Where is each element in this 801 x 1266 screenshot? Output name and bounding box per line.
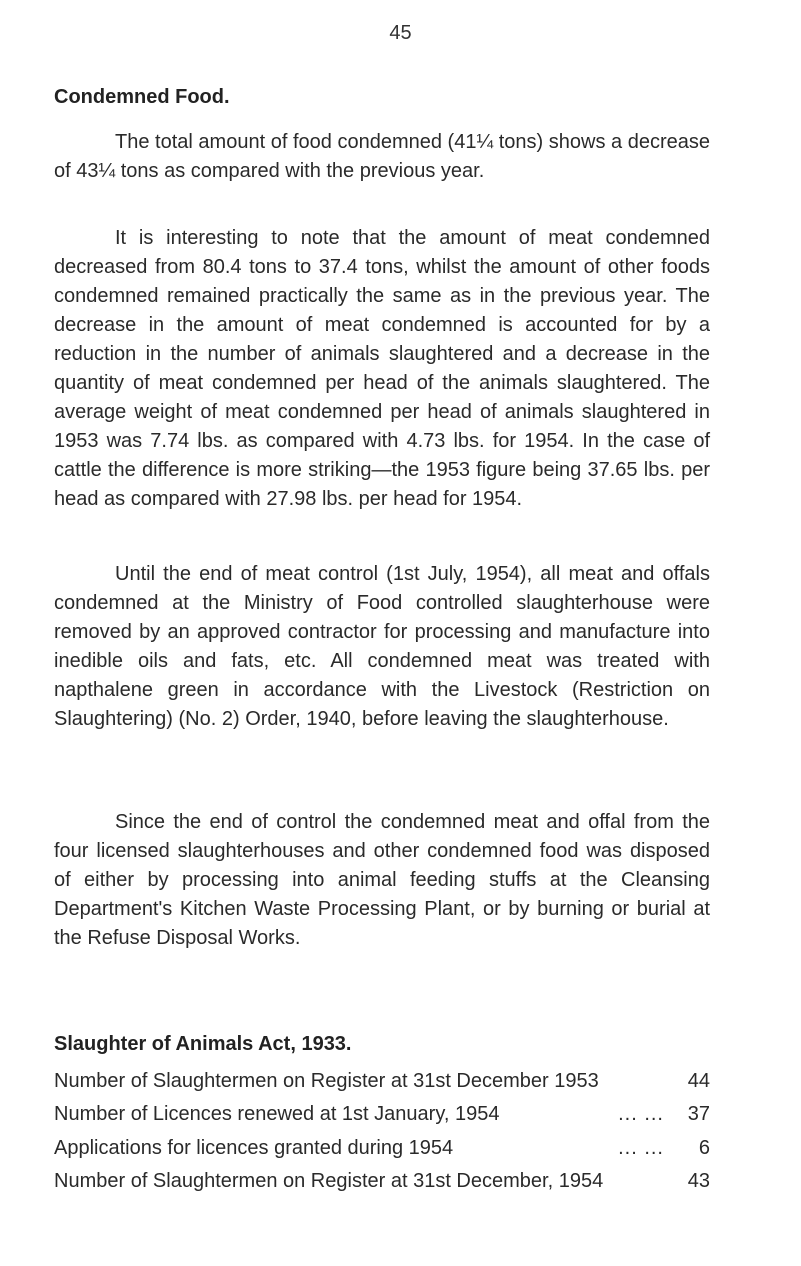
stat-leader-dots: ... ...: [618, 1103, 664, 1125]
stat-row: [54, 1099, 710, 1129]
stat-row: [54, 1166, 710, 1196]
paragraph-meat-control: Until the end of meat control (1st July, 1954), all meat and offals condemned at the Ministry of Food controlled slaughterhouse were removed by an approved contractor for processing and manufacture into inedible oils and fats, etc. All condemned meat was treated with napthalene green in accordance with the Livestock (Restriction on Slaughtering) (No. 2) Order, 1940, before leaving the slaughterhouse.: [54, 563, 710, 730]
stat-row: [54, 1066, 710, 1096]
paragraph-total-condemned: The total amount of food condemned (41¼ tons) shows a decrease of 43¼ tons as compared with the previous year.: [54, 131, 710, 182]
stat-value: 44: [687, 1070, 710, 1092]
section-heading-slaughter-act: Slaughter of Animals Act, 1933.: [54, 1033, 352, 1055]
stat-label: Number of Slaughtermen on Register at 31st December, 1954: [54, 1170, 604, 1192]
paragraph-disposal: Since the end of control the condemned meat and offal from the four licensed slaughterhouses and other condemned food was disposed of either by processing into animal feeding stuffs at the Cleansing Department's Kitchen Waste Processing Plant, or by burning or burial at the Refuse Disposal Works.: [54, 811, 710, 949]
stat-label: Number of Licences renewed at 1st January, 1954: [54, 1103, 500, 1125]
stat-label: Number of Slaughtermen on Register at 31st December 1953: [54, 1070, 599, 1092]
stat-row: [54, 1133, 710, 1163]
stat-label: Applications for licences granted during 1954: [54, 1137, 454, 1159]
paragraph-meat-decrease: It is interesting to note that the amount of meat condemned decreased from 80.4 tons to 37.4 tons, whilst the amount of other foods condemned remained practically the same as in the previous year. The decrease in the amount of meat condemned is accounted for by a reduction in the number of animals slaughtered and a decrease in the quantity of meat condemned per head of the animals slaughtered. The average weight of meat condemned per head of animals slaughtered in 1953 was 7.74 lbs. as compared with 4.73 lbs. for 1954. In the case of cattle the difference is more striking—the 1953 figure being 37.65 lbs. per head as compared with 27.98 lbs. per head for 1954.: [54, 227, 710, 510]
stat-value: 43: [687, 1170, 710, 1192]
stat-leader-dots: ... ...: [618, 1137, 664, 1159]
stat-value: 6: [698, 1137, 710, 1159]
section-heading-condemned-food: Condemned Food.: [54, 86, 230, 108]
stat-value: 37: [687, 1103, 710, 1125]
page-number: 45: [389, 22, 412, 44]
